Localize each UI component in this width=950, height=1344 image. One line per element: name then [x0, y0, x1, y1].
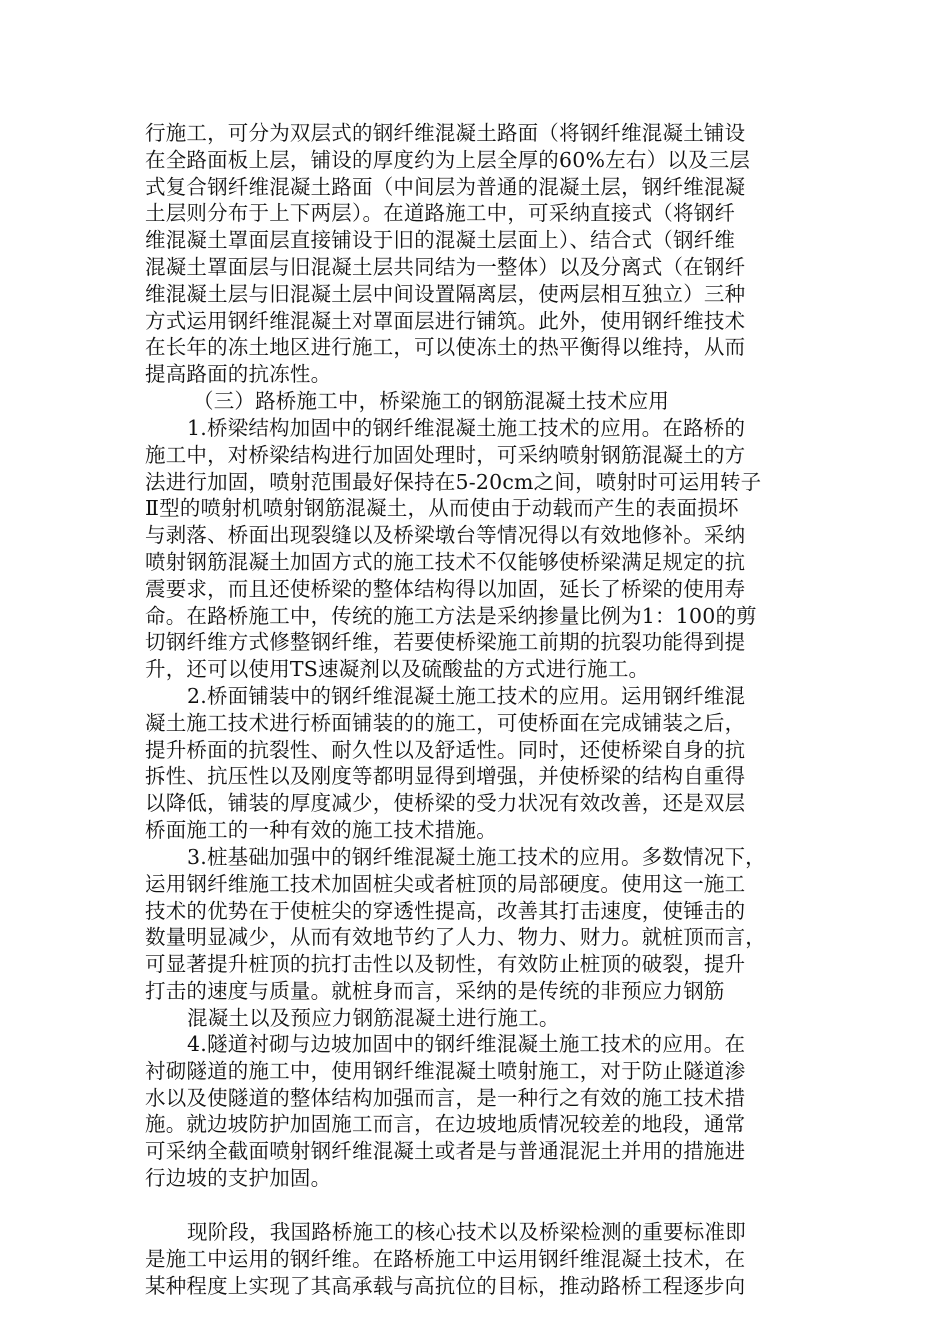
text-line: 3.桩基础加强中的钢纤维混凝土施工技术的应用。多数情况下， — [187, 845, 766, 869]
text-line: 法进行加固，喷射范围最好保持在5-20cm之间，喷射时可运用转子 — [145, 469, 762, 494]
text-line: 土层则分布于上下两层）。在道路施工中，可采纳直接式（将钢纤 — [145, 201, 736, 226]
text-line: 在全路面板上层，铺设的厚度约为上层全厚的60%左右）以及三层 — [145, 147, 751, 172]
text-line: 4.隧道衬砌与边坡加固中的钢纤维混凝土施工技术的应用。在 — [187, 1032, 746, 1056]
paragraph-conclusion — [145, 1219, 805, 1299]
text-line: 桥面施工的一种有效的施工技术措施。 — [145, 817, 497, 842]
text-line: 2.桥面铺装中的钢纤维混凝土施工技术的应用。运用钢纤维混 — [187, 684, 746, 708]
paragraph-item-four — [145, 1031, 805, 1192]
text-line: 维混凝土罩面层直接铺设于旧的混凝土层面上）、结合式（钢纤维 — [145, 228, 736, 253]
text-line: 1.桥梁结构加固中的钢纤维混凝土施工技术的应用。在路桥的 — [187, 416, 746, 440]
text-line: 与剥落、桥面出现裂缝以及桥梁墩台等情况得以有效地修补。采纳 — [145, 523, 746, 548]
text-line: 运用钢纤维施工技术加固桩尖或者桩顶的局部硬度。使用这一施工 — [145, 871, 746, 896]
paragraph-item-one — [145, 415, 805, 683]
paragraph-item-two — [145, 683, 805, 844]
text-line: 在长年的冻土地区进行施工，可以使冻土的热平衡得以维持，从而 — [145, 335, 746, 360]
text-line: 方式运用钢纤维混凝土对罩面层进行铺筑。此外，使用钢纤维技术 — [145, 308, 746, 333]
text-line: 水以及使隧道的整体结构加强而言，是一种行之有效的施工技术措 — [145, 1085, 746, 1110]
paragraph-item-three — [145, 844, 805, 1032]
paragraph-pavement — [145, 120, 805, 388]
text-line: 混凝土以及预应力钢筋混凝土进行施工。 — [187, 1005, 560, 1030]
text-line: 施工中，对桥梁结构进行加固处理时，可采纳喷射钢筋混凝土的方 — [145, 442, 746, 467]
section-heading: （三）路桥施工中，桥梁施工的钢筋混凝土技术应用 — [193, 389, 670, 413]
text-line: 衬砌隧道的施工中，使用钢纤维混凝土喷射施工，对于防止隧道渗 — [145, 1058, 746, 1083]
text-line: 现阶段，我国路桥施工的核心技术以及桥梁检测的重要标准即 — [187, 1220, 746, 1244]
text-line: 命。在路桥施工中，传统的施工方法是采纳掺量比例为1：100的剪 — [145, 603, 757, 628]
text-line: Ⅱ型的喷射机喷射钢筋混凝土，从而使由于动载而产生的表面损坏 — [145, 496, 739, 521]
text-line: 施。就边坡防护加固施工而言，在边坡地质情况较差的地段，通常 — [145, 1112, 746, 1137]
text-line: 震要求，而且还使桥梁的整体结构得以加固，延长了桥梁的使用寿 — [145, 576, 746, 601]
text-line: 数量明显减少，从而有效地节约了人力、物力、财力。就桩顶而言， — [145, 925, 766, 950]
text-line: 升，还可以使用TS速凝剂以及硫酸盐的方式进行施工。 — [145, 657, 650, 682]
text-line: 某种程度上实现了其高承载与高抗位的目标，推动路桥工程逐步向 — [145, 1273, 746, 1298]
text-line: 混凝土罩面层与旧混凝土层共同结为一整体）以及分离式（在钢纤 — [145, 254, 746, 279]
text-line: 提高路面的抗冻性。 — [145, 362, 332, 387]
text-line: 可显著提升桩顶的抗打击性以及韧性，有效防止桩顶的破裂，提升 — [145, 952, 746, 977]
section-heading-block — [145, 388, 805, 415]
text-line: 喷射钢筋混凝土加固方式的施工技术不仅能够使桥梁满足规定的抗 — [145, 549, 746, 574]
text-line: 行边坡的支护加固。 — [145, 1165, 332, 1190]
text-line: 打击的速度与质量。就桩身而言，采纳的是传统的非预应力钢筋 — [145, 978, 725, 1003]
text-line: 维混凝土层与旧混凝土层中间设置隔离层，使两层相互独立）三种 — [145, 281, 746, 306]
text-line: 提升桥面的抗裂性、耐久性以及舒适性。同时，还使桥梁自身的抗 — [145, 737, 746, 762]
text-line: 凝土施工技术进行桥面铺装的的施工，可使桥面在完成铺装之后， — [145, 710, 746, 735]
text-line: 以降低，铺装的厚度减少，使桥梁的受力状况有效改善，还是双层 — [145, 791, 746, 816]
text-line: 是施工中运用的钢纤维。在路桥施工中运用钢纤维混凝土技术，在 — [145, 1246, 746, 1271]
text-line: 可采纳全截面喷射钢纤维混凝土或者是与普通混泥土并用的措施进 — [145, 1139, 746, 1164]
text-line: 拆性、抗压性以及刚度等都明显得到增强，并使桥梁的结构自重得 — [145, 764, 746, 789]
text-line: 切钢纤维方式修整钢纤维，若要使桥梁施工前期的抗裂功能得到提 — [145, 630, 746, 655]
text-line: 行施工，可分为双层式的钢纤维混凝土路面（将钢纤维混凝土铺设 — [145, 121, 746, 145]
text-line: 式复合钢纤维混凝土路面（中间层为普通的混凝土层，钢纤维混凝 — [145, 174, 746, 199]
text-line: 技术的优势在于使桩尖的穿透性提高，改善其打击速度，使锤击的 — [145, 898, 746, 923]
